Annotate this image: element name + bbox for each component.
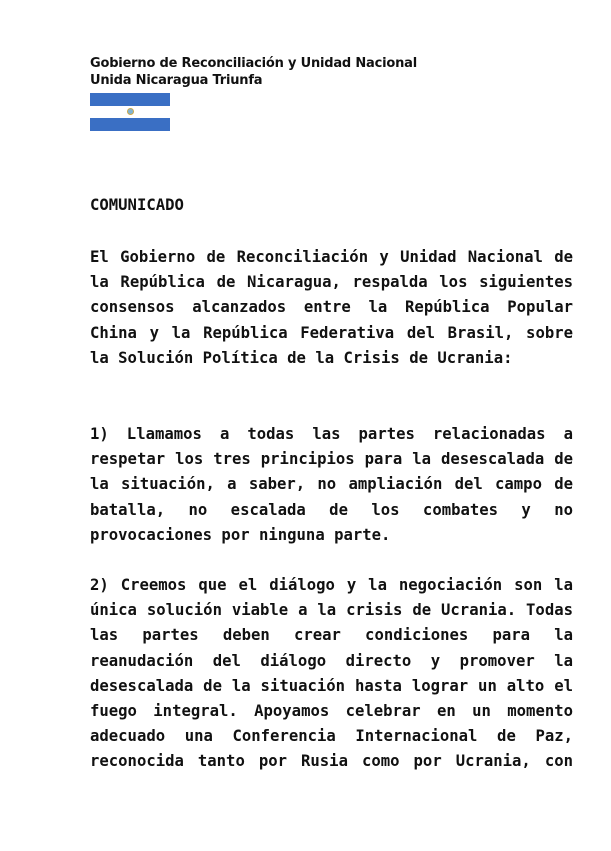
communique-title: COMUNICADO bbox=[90, 196, 184, 214]
letterhead-government-name: Gobierno de Reconciliación y Unidad Nacional bbox=[90, 56, 417, 71]
flag-top-band bbox=[90, 93, 170, 106]
paragraph-intro: El Gobierno de Reconciliación y Unidad Nacional de la República de Nicaragua, respalda los siguientes consensos alcanzados entre la República Popular China y la República Federativa del Brasil, sobre la Solución Política de la Crisis de Ucrania: bbox=[90, 248, 573, 367]
flag-bottom-band bbox=[90, 118, 170, 131]
letterhead bbox=[90, 55, 417, 89]
flag-middle-band bbox=[90, 106, 170, 119]
letterhead-slogan: Unida Nicaragua Triunfa bbox=[90, 73, 263, 88]
paragraph-point-2: 2) Creemos que el diálogo y la negociación son la única solución viable a la crisis de Ucrania. Todas las partes deben crear condiciones para la reanudación del diálogo directo y promover la desescalada de la situación hasta lograr un alto el fuego integral. Apoyamos celebrar en un momento adecuado una Conferencia Internacional de Paz, reconocida tanto por Rusia como por Ucrania, con bbox=[90, 576, 573, 771]
coat-of-arms-icon bbox=[127, 108, 134, 115]
paragraph-point-1: 1) Llamamos a todas las partes relacionadas a respetar los tres principios para la desescalada de la situación, a saber, no ampliación del campo de batalla, no escalada de los combates y no provocaciones por ninguna parte. bbox=[90, 425, 573, 544]
nicaragua-flag-icon bbox=[90, 93, 170, 131]
